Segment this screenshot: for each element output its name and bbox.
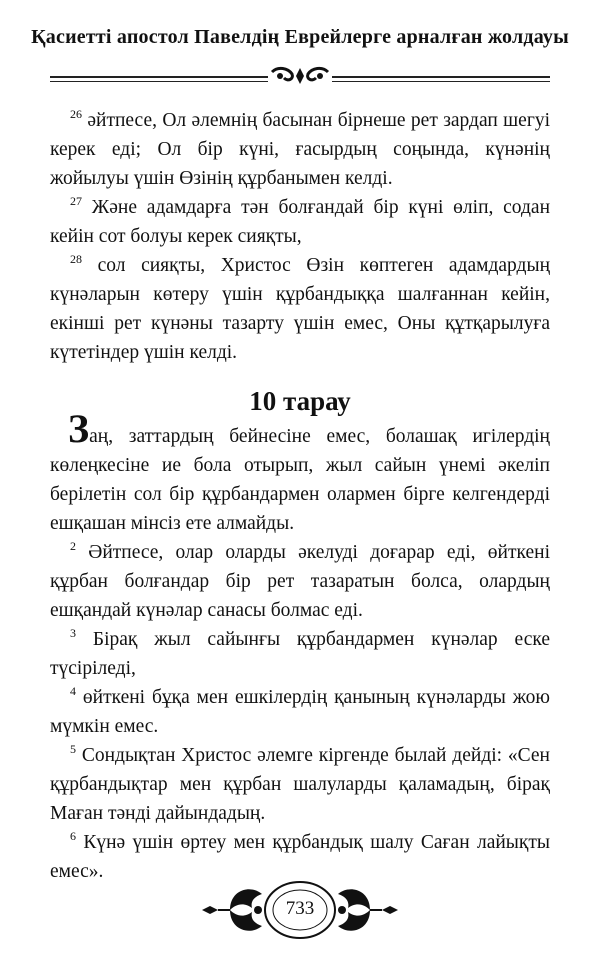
verse-text: аң, заттардың бейнесіне емес, болашақ игілердің көлеңкесіне ие бола отырып, жыл сайын үнемі әкеліп берілетін сол бір құрбандармен олармен бірге келгендерді ешқашан мінсіз ете алмайды. xyxy=(50,426,550,534)
verse-text: Бірақ жыл сайынғы құрбандармен күнәлар еске түсіріледі, xyxy=(50,629,550,679)
verse-5 xyxy=(50,741,550,828)
verse-number: 28 xyxy=(70,252,82,266)
verse-number: 26 xyxy=(70,107,82,121)
verse-26 xyxy=(50,106,550,193)
running-header-title: Қасиетті апостол Павелдің Еврейлерге арналған жолдауы xyxy=(31,26,569,48)
page-body xyxy=(50,106,550,886)
verse-text: Әйтпесе, олар оларды әкелуді доғарар еді, өйткені құрбан болғандар бір рет тазаратын болса, олардың ешқандай күнәлар санасы болмас еді. xyxy=(50,542,550,621)
verse-text: Күнә үшін өртеу мен құрбандық шалу Саған лайықты емес». xyxy=(50,832,551,882)
verse-1 xyxy=(50,406,550,538)
verse-text: әйтпесе, Ол әлемнің басынан бірнеше рет зардап шегуі керек еді; Ол бір күні, ғасырдың соңында, күнәнің жойылуы үшін Өзінің құрбанымен келді. xyxy=(50,110,550,189)
verse-number: 5 xyxy=(70,742,76,756)
verse-text: сол сияқты, Христос Өзін көптеген адамдардың күнәларын көтеру үшін құрбандыққа шалғаннан кейін, екінші рет күнәны тазарту үшін емес, Оны құтқарылуға күтетіндер үшін келді. xyxy=(50,255,550,363)
verse-text: өйткені бұқа мен ешкілердің қанының күнәларды жою мүмкін емес. xyxy=(50,687,551,737)
drop-cap: З xyxy=(68,406,90,451)
verse-number: 2 xyxy=(70,539,76,553)
page-number: 733 xyxy=(285,898,315,919)
verse-4 xyxy=(50,683,550,741)
chapter-heading: 10 тарау xyxy=(249,386,351,416)
verse-27 xyxy=(50,193,550,251)
header-ornament-icon xyxy=(268,64,332,86)
verse-text: Және адамдарға тән болғандай бір күні өліп, содан кейін сот болуы керек сияқты, xyxy=(50,197,551,247)
verse-28 xyxy=(50,251,550,367)
verse-3 xyxy=(50,625,550,683)
verse-number: 6 xyxy=(70,829,76,843)
verse-text: Сондықтан Христос әлемге кіргенде былай дейді: «Сен құрбандықтар мен құрбан шалуларды қаламадың, бірақ Маған тәнді дайындадың. xyxy=(50,745,550,824)
verse-number: 27 xyxy=(70,194,82,208)
verse-number: 3 xyxy=(70,626,76,640)
verse-2 xyxy=(50,538,550,625)
verse-number: 4 xyxy=(70,684,76,698)
footer-ornament xyxy=(200,870,400,950)
